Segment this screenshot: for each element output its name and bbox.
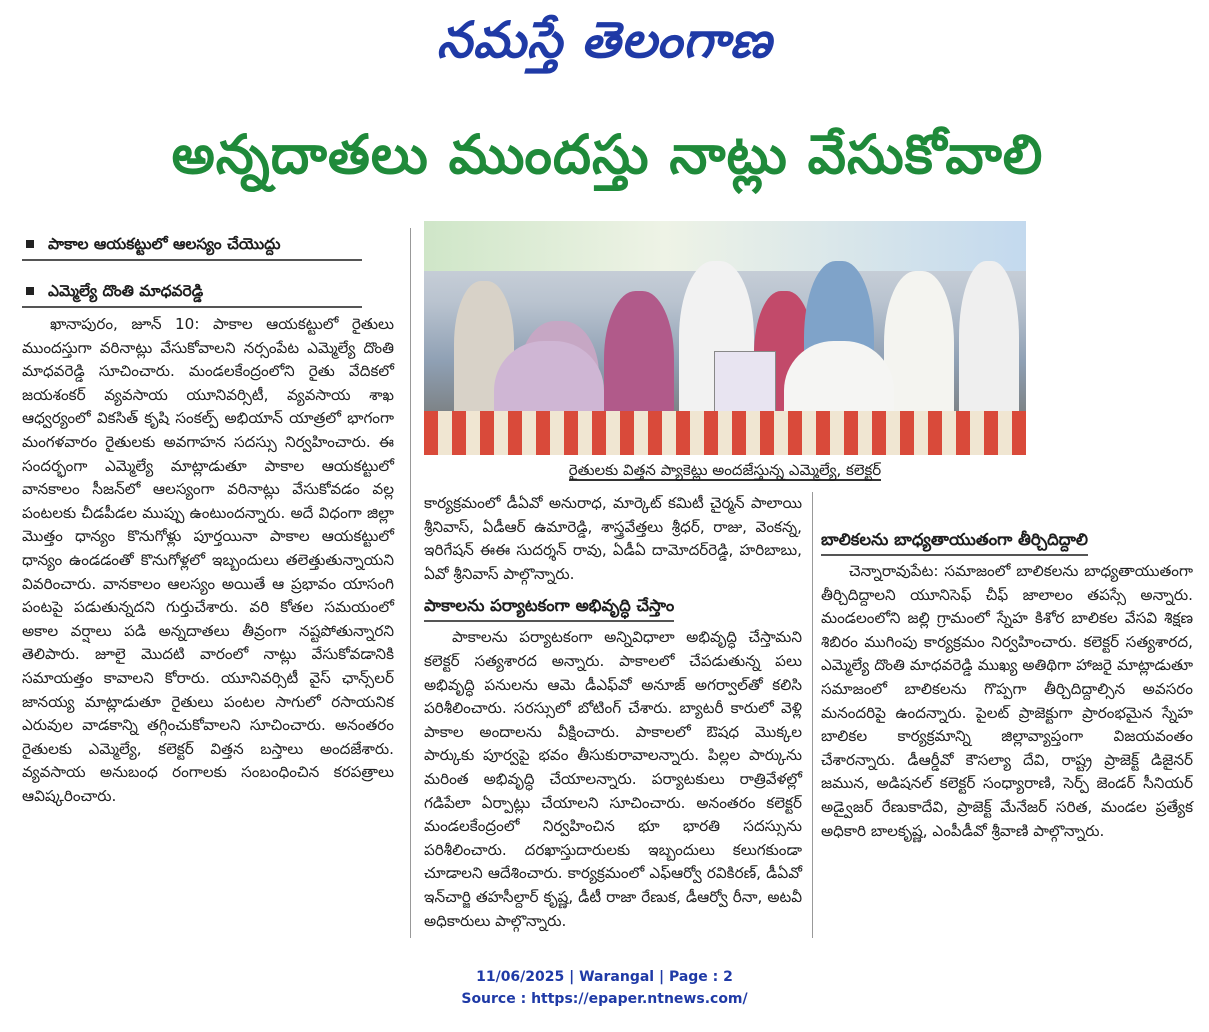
footer-date-line: 11/06/2025 | Warangal | Page : 2 (476, 969, 733, 985)
column-divider (410, 228, 411, 938)
main-story-continued: కార్యక్రమంలో డీఏవో అనురాధ, మార్కెట్ కమిటీ చైర్మన్ పాలాయి శ్రీనివాస్, ఏడీఆర్ ఉమారెడ్డి, శాస్త్రవేత్తలు శ్రీధర్, రాజు, వెంకన్న, ఇరిగేషన్ ఈఈ సుదర్శన్ రావు, ఏడీఏ దామోదర్‌రెడ్డి, హరిబాబు, ఏవో శ్రీనివాస్ పాల్గొన్నారు. (424, 494, 802, 583)
bullet-point-2 (22, 278, 362, 308)
main-story-body: ఖానాపురం, జూన్ 10: పాకాల ఆయకట్టులో రైతులు ముందస్తుగా వరినాట్లు వేసుకోవాలని నర్సంపేట ఎమ్మెల్యే దొంతి మాధవరెడ్డి సూచించారు. మండలకేంద్రంలోని రైతు వేదికలో జయశంకర్ వ్యవసాయ యూనివర్సిటీ, వ్యవసాయ శాఖ ఆధ్వర్యంలో వికసిత్ కృషి సంకల్ప్ అభియాన్ యాత్రలో భాగంగా మంగళవారం రైతులకు అవగాహన సదస్సు నిర్వహించారు. ఈ సందర్భంగా ఎమ్మెల్యే మాట్లాడుతూ పాకాల ఆయకట్టులో వానకాలం సీజన్‌లో ఆలస్యంగా వరినాట్లు వేసుకోవడం వల్ల పంటలకు చీడపీడల ముప్పు ఉంటుందన్నారు. అదే విధంగా జిల్లా మొత్తం ధాన్యం కొనుగోళ్లు పూర్తయినా పాకాల ఆయకట్టులో ధాన్యం ఉండడంతో కొనుగోళ్లలో ఇబ్బందులు తలెత్తుతున్నాయని వివరించారు. వానకాలం ఆలస్యం అయితే ఆ ప్రభావం యాసంగి పంటపై పడుతున్నదని గుర్తుచేశారు. వరి కోతల సమయంలో అకాల వర్షాలు పడి అన్నదాతలు తీవ్రంగా నష్టపోతున్నారని తెలిపారు. జూలై మొదటి వారంలో నాట్లు వేసుకోవడానికి సమాయత్తం కావాలని కోరారు. యూనివర్సిటీ వైస్ ఛాన్స్‌లర్ జానయ్య మాట్లాడుతూ రైతులు పంటల సాగులో రసాయనిక ఎరువుల వాడకాన్ని తగ్గించుకోవాలని సూచించారు. అనంతరం రైతులకు ఎమ్మెల్యే, కలెక్టర్ విత్తన బస్తాలు అందజేశారు. వ్యవసాయ అనుబంధ రంగాలకు సంబంధించిన కరపత్రాలు ఆవిష్కరించారు. (22, 315, 394, 805)
bullet-square-icon (26, 287, 34, 295)
photo-table (424, 411, 1026, 455)
photo-person (959, 261, 1019, 431)
story-continuation-column (424, 492, 802, 933)
footer-source-line: Source : https://epaper.ntnews.com/ (461, 991, 748, 1007)
main-story-column (22, 313, 394, 808)
newspaper-masthead: నమస్తే తెలంగాణ (436, 10, 773, 69)
news-photo (424, 221, 1026, 455)
page-headline: అన్నదాతలు ముందస్తు నాట్లు వేసుకోవాలి (171, 123, 1044, 186)
story3-column (821, 520, 1193, 843)
bullet-square-icon (26, 240, 34, 248)
bullet-text: పాకాల ఆయకట్టులో ఆలస్యం చేయొద్దు (48, 235, 281, 253)
bullet-point-1 (22, 231, 362, 261)
story3-heading: బాలికలను బాధ్యతాయుతంగా తీర్చిదిద్దాలి (821, 526, 1088, 556)
story2-heading: పాకాలను పర్యాటకంగా అభివృద్ధి చేస్తాం (424, 592, 674, 622)
photo-person (884, 271, 954, 431)
story3-body: చెన్నారావుపేట: సమాజంలో బాలికలను బాధ్యతాయుతంగా తీర్చిదిద్దాలని యూనిసెఫ్ చీఫ్ జాలాలం తపస్సే అన్నారు. మండలంలోని జల్లి గ్రామంలో స్నేహ కిశోర బాలికల వేసవి శిక్షణ శిబిరం ముగింపు కార్యక్రమం నిర్వహించారు. కలెక్టర్ సత్యశారద, ఎమ్మెల్యే దొంతి మాధవరెడ్డి ముఖ్య అతిథిగా హాజరై మాట్లాడుతూ సమాజంలో బాలికలను గొప్పగా తీర్చిదిద్దాల్సిన అవసరం మనందరిపై ఉందన్నారు. పైలట్ ప్రాజెక్టుగా ప్రారంభమైన స్నేహ బాలికల కార్యక్రమాన్ని జిల్లావ్యాప్తంగా విజయవంతం చేశారన్నారు. డీఆర్డీవో కౌసల్యా దేవి, రాష్ట్ర ప్రాజెక్ట్ డిజైనర్ జమున, అడిషనల్ కలెక్టర్ సంధ్యారాణి, సెర్ప్ జెండర్ సీనియర్ అడ్వైజర్ రేణుకాదేవి, ప్రాజెక్ట్ మేనేజర్ సరిత, మండల ప్రత్యేక అధికారి బాలకృష్ణ, ఎంపీడీవో శ్రీవాణి పాల్గొన్నారు. (821, 562, 1193, 840)
photo-caption-text: రైతులకు విత్తన ప్యాకెట్లు అందజేస్తున్న ఎమ్మెల్యే, కలెక్టర్ (568, 461, 882, 479)
story2-body: పాకాలను పర్యాటకంగా అన్నివిధాలా అభివృద్ధి చేస్తామని కలెక్టర్ సత్యశారద అన్నారు. పాకాలలో చేపడుతున్న పలు అభివృద్ధి పనులను ఆమె డీఎఫ్‌వో అనూజ్ అగర్వాల్‌తో కలిసి పరిశీలించారు. సరస్సులో బోటింగ్ చేశారు. బ్యాటరీ కారులో వెళ్లి పాకాల అందాలను వీక్షించారు. పాకాలలో ఔషధ మొక్కల పార్కుకు పూర్వపై భవం తీసుకురావాలన్నారు. పిల్లల పార్కును మరింత అభివృద్ధి చేయాలన్నారు. పర్యాటకులు రాత్రివేళల్లో గడిపేలా ఏర్పాట్లు చేయాలని సూచించారు. అనంతరం కలెక్టర్ మండలకేంద్రంలో నిర్వహించిన భూ భారతి సదస్సును పరిశీలించారు. దరఖాస్తుదారులకు ఇబ్బందులు కలుగకుండా చూడాలని ఆదేశించారు. కార్యక్రమంలో ఎఫ్‌ఆర్వో రవికిరణ్, డీఏవో ఇన్‌చార్జి తహసీల్దార్ కృష్ణ, డీటీ రాజా రేణుక, డీఆర్వో రీనా, అటవీ అధికారులు పాల్గొన్నారు. (424, 628, 802, 930)
column-divider (812, 492, 813, 938)
photo-caption (424, 455, 1026, 485)
bullet-text: ఎమ్మెల్యే దొంతి మాధవరెడ్డి (48, 282, 204, 300)
page-footer (0, 966, 1209, 1010)
